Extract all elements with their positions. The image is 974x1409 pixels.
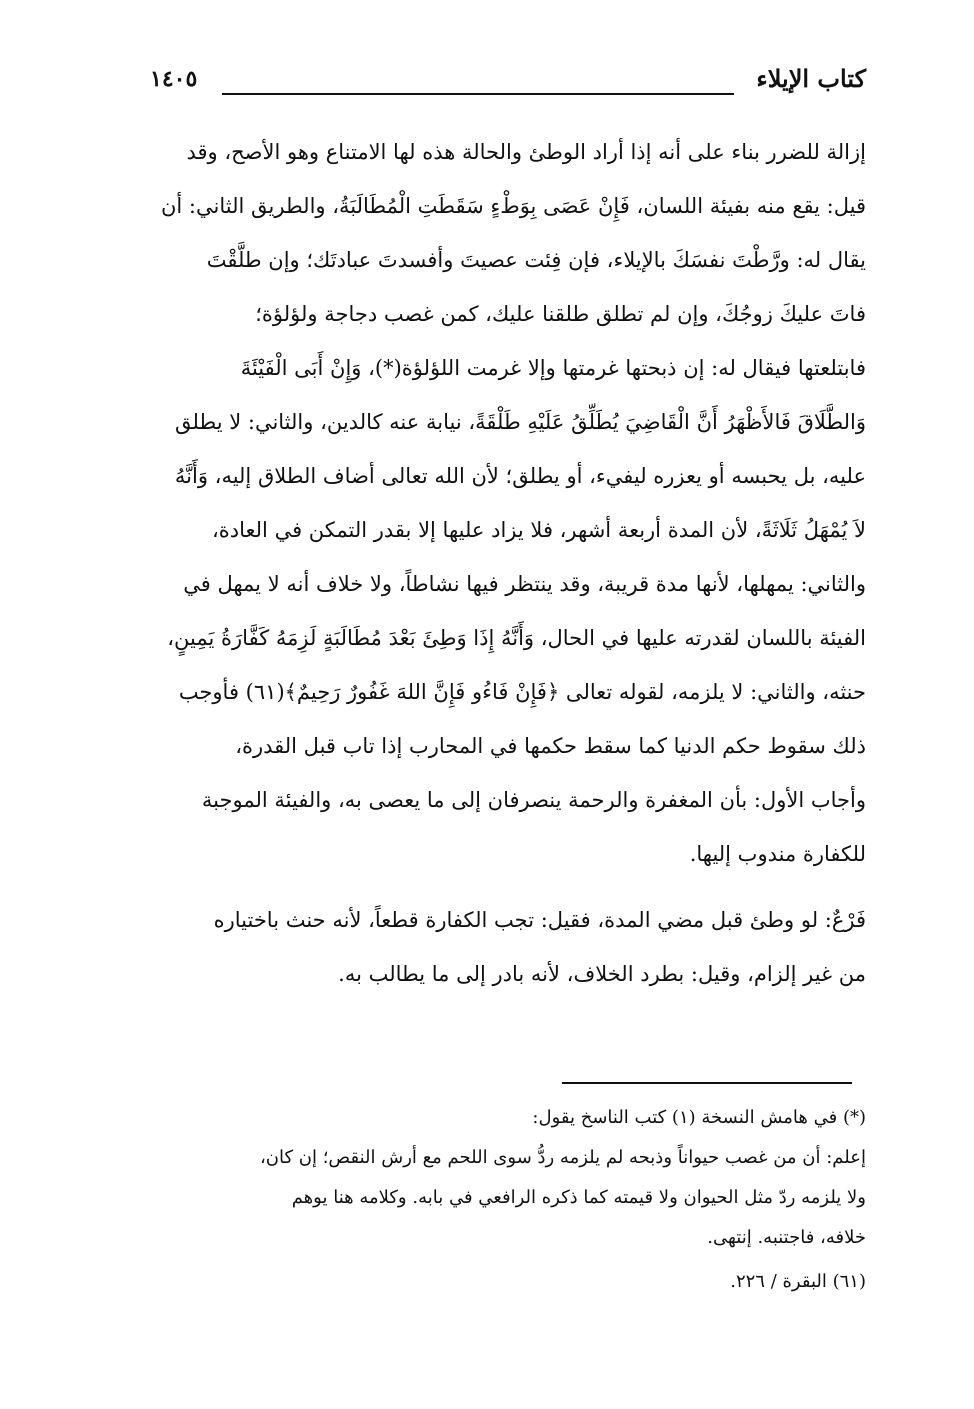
text-line: إزالة للضرر بناء على أنه إذا أراد الوطئ والحالة هذه لها الامتناع وهو الأصح، وقد bbox=[186, 140, 866, 164]
text-line: يقال له: ورَّطْتَ نفسَكَ بالإيلاء، فإن فِئت عصيتَ وأفسدتَ عبادتَك؛ وإن طلَّقْتَ bbox=[206, 248, 866, 272]
header-rule bbox=[222, 93, 734, 95]
text-line: من غير إلزام، وقيل: بطرد الخلاف، لأنه بادر إلى ما يطالب به. bbox=[338, 962, 866, 986]
text-line: فَرْعٌ: لو وطئ قبل مضي المدة، فقيل: تجب الكفارة قطعاً، لأنه حنث باختياره bbox=[213, 908, 866, 932]
page-number: ١٤٠٥ bbox=[150, 66, 198, 92]
text-line: فابتلعتها فيقال له: إن ذبحتها غرمتها وإلا غرمت اللؤلؤة(*)، وَإِنْ أَبَى الْفَيْئَةَ bbox=[240, 356, 866, 380]
footnote-line: ولا يلزمه ردّ مثل الحيوان ولا قيمته كما ذكره الرافعي في بابه. وكلامه هنا يوهم bbox=[291, 1187, 866, 1208]
text-line: وَالطَّلَاقَ فَالأَظْهَرُ أَنَّ الْقَاضِيَ يُطَلِّقُ عَلَيْهِ طَلْقَةً، نيابة عنه كالدين، والثاني: لا يطلق bbox=[175, 410, 866, 434]
footnote-line: إعلم: أن من غصب حيواناً وذبحه لم يلزمه ردُّ سوى اللحم مع أرش النقص؛ إن كان، bbox=[259, 1147, 866, 1168]
text-line: للكفارة مندوب إليها. bbox=[689, 842, 866, 866]
text-line: فاتَ عليكَ زوجُكَ، وإن لم تطلق طلقنا عليك، كمن غصب دجاجة ولؤلؤة؛ bbox=[255, 302, 866, 326]
text-line: والثاني: يمهلها، لأنها مدة قريبة، وقد ينتظر فيها نشاطاً، ولا خلاف أنه لا يمهل في bbox=[183, 572, 866, 596]
page-header bbox=[150, 62, 866, 102]
text-line: لاَ يُمْهَلُ ثَلَاثَةً، لأن المدة أربعة أشهر، فلا يزاد عليها إلا بقدر التمكن في العادة، bbox=[212, 518, 866, 542]
main-text bbox=[150, 125, 866, 1001]
running-title: كتاب الإيلاء bbox=[756, 64, 866, 93]
text-line: قيل: يقع منه بفيئة اللسان، فَإِنْ عَصَى بِوَطْءٍ سَقَطَتِ الْمُطَالَبَةُ، والطريق الثاني: أن bbox=[161, 194, 866, 218]
footnote-line: (٦١) البقرة / ٢٢٦. bbox=[730, 1271, 866, 1292]
text-line: وأجاب الأول: بأن المغفرة والرحمة ينصرفان إلى ما يعصى به، والفيئة الموجبة bbox=[201, 788, 866, 812]
footnote-line: خلافه، فاجتنبه. إنتهى. bbox=[707, 1227, 866, 1248]
footnote-rule bbox=[562, 1082, 852, 1084]
text-line: الفيئة باللسان لقدرته عليها في الحال، وَأَنَّهُ إِذَا وَطِئَ بَعْدَ مُطَالَبَةٍ لَزِمَهُ كَفَّارَةُ يَمِينٍ، bbox=[167, 626, 866, 650]
text-line: عليه، بل يحبسه أو يعزره ليفيء، أو يطلق؛ لأن الله تعالى أضاف الطلاق إليه، وَأَنَّهُ bbox=[174, 464, 866, 488]
text-line: حنثه، والثاني: لا يلزمه، لقوله تعالى ﴿فَإِنْ فَاءُو فَإِنَّ اللهَ غَفُورٌ رَحِيمٌ﴾(٦١) فأوجب bbox=[178, 680, 866, 704]
footnote-line: (*) في هامش النسخة (١) كتب الناسخ يقول: bbox=[532, 1107, 866, 1128]
footnotes bbox=[150, 1098, 866, 1302]
text-line: ذلك سقوط حكم الدنيا كما سقط حكمها في المحارب إذا تاب قبل القدرة، bbox=[235, 734, 866, 758]
